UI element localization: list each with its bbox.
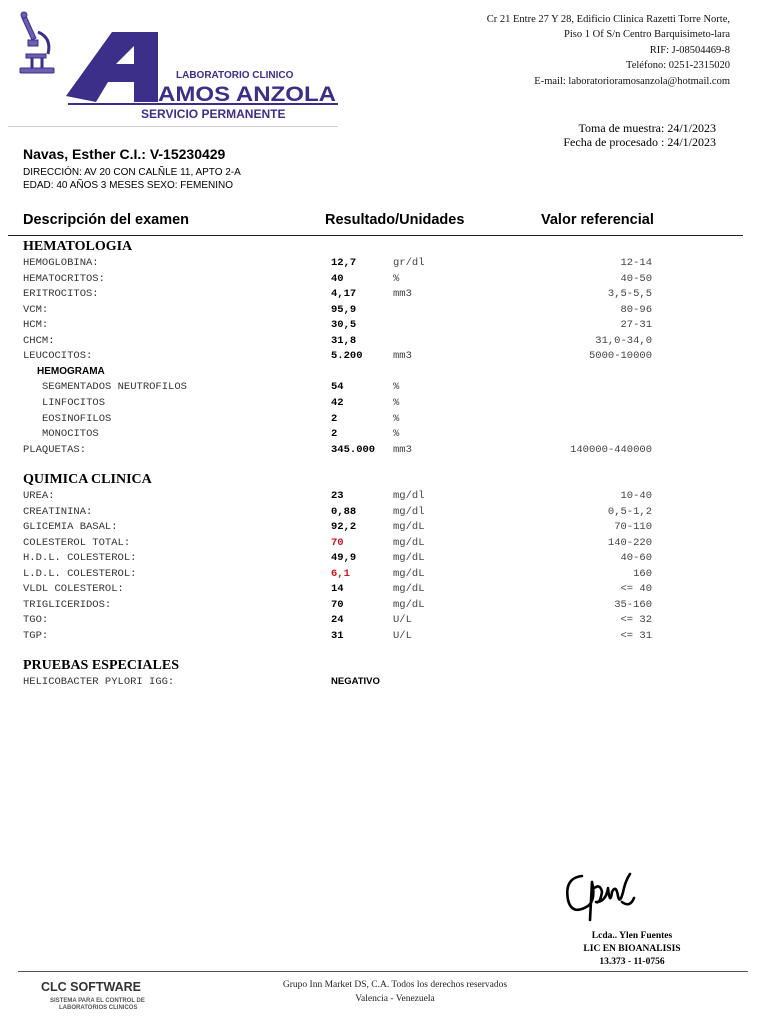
test-value: 2 [331,412,338,425]
test-name: EOSINOFILOS [42,412,112,425]
test-value: 70 [331,598,344,611]
test-value: 49,9 [331,552,357,565]
test-unit: mg/dl [393,490,425,502]
test-value: 54 [331,381,344,394]
test-name: GLICEMIA BASAL: [23,521,118,534]
result-row [0,490,768,506]
email: E-mail: laboratorioramosanzola@hotmail.com [534,75,730,87]
hemograma-title: HEMOGRAMA [37,365,105,377]
test-unit: mg/dL [393,552,425,565]
signer-name: Lcda.. Ylen Fuentes [591,931,673,941]
test-unit: mm3 [393,350,412,363]
test-value: 70 [331,536,344,549]
footer-software-name: CLC SOFTWARE [41,980,141,994]
patient-address: DIRECCIÓN: AV 20 CON CALÑLE 11, APTO 2-A [23,167,241,178]
test-value: 31,8 [331,334,357,347]
test-unit: mm3 [393,443,412,456]
test-value: 23 [331,490,344,502]
test-name: TGO: [23,614,49,627]
result-row [0,506,768,522]
test-reference: 140-220 [607,536,652,549]
test-name: CREATININA: [23,505,93,518]
result-row [0,583,768,599]
result-row [0,335,768,351]
result-row [0,630,768,646]
sample-date: Toma de muestra: 24/1/2023 [578,121,716,135]
rif: RIF: J-08504469-8 [649,44,730,56]
footer-divider [18,971,748,972]
test-reference: 12-14 [620,257,652,269]
lab-logo [8,10,343,128]
dates-block [563,121,716,149]
test-value: 92,2 [331,521,357,534]
test-reference: <= 40 [620,583,652,596]
test-reference: 140000-440000 [570,443,652,456]
footer-text [255,978,535,1006]
hemograma-row [0,397,768,413]
footer-software-sub1: SISTEMA PARA EL CONTROL DE [50,998,145,1004]
test-name: MONOCITOS [42,428,99,441]
address-line-2: Piso 1 Of S/n Centro Barquisimeto-lara [564,29,730,41]
patient-info: EDAD: 40 AÑOS 3 MESES SEXO: FEMENINO [23,180,234,191]
test-unit: mm3 [393,288,412,301]
result-row [0,552,768,568]
test-name: COLESTEROL TOTAL: [23,536,131,549]
test-reference: 40-60 [620,552,652,565]
test-value: 4,17 [331,288,357,301]
col-result: Resultado/Unidades [325,212,465,228]
test-unit: U/L [393,629,412,642]
test-reference: 80-96 [620,303,652,316]
footer-software-sub2: LABORATORIOS CLINICOS [59,1005,138,1011]
test-reference: <= 31 [620,629,652,642]
clc-software-logo [38,978,188,1014]
test-value: 42 [331,396,344,409]
test-reference: 27-31 [620,319,652,332]
test-name: LINFOCITOS [42,396,106,409]
test-value: 6,1 [331,567,350,580]
test-unit: % [393,396,400,409]
test-reference: 10-40 [620,490,652,502]
logo-name: AMOS ANZOLA [158,83,336,106]
section-especiales: PRUEBAS ESPECIALES [23,658,179,673]
section-quimica: QUIMICA CLINICA [23,472,152,487]
patient-name: Navas, Esther C.I.: V-15230429 [23,146,226,162]
test-name: H.D.L. COLESTEROL: [23,552,137,565]
result-row [0,257,768,273]
test-name: HEMATOCRITOS: [23,272,105,285]
test-reference: 160 [633,567,652,580]
test-name: CHCM: [23,334,55,347]
test-value: NEGATIVO [331,676,380,687]
test-name: L.D.L. COLESTEROL: [23,567,137,580]
test-reference: 0,5-1,2 [607,505,652,518]
especial-row [0,676,768,692]
test-value: 12,7 [331,257,357,269]
signer-block [560,930,704,969]
col-description: Descripción del examen [23,212,190,228]
test-reference: 3,5-5,5 [607,288,652,301]
hemograma-row [0,413,768,429]
test-value: 24 [331,614,344,627]
signer-id: 13.373 - 11-0756 [599,957,665,967]
header-divider [8,126,338,127]
test-name: HELICOBACTER PYLORI IGG: [23,676,175,688]
test-unit: % [393,381,400,394]
test-value: 0,88 [331,505,357,518]
result-row [0,599,768,615]
test-unit: U/L [393,614,412,627]
test-name: HEMOGLOBINA: [23,257,99,269]
result-row [0,319,768,335]
test-unit: mg/dL [393,598,425,611]
test-unit: mg/dL [393,536,425,549]
result-row [0,350,768,366]
logo-service: SERVICIO PERMANENTE [141,107,286,121]
test-name: TGP: [23,629,49,642]
test-name: HCM: [23,319,49,332]
phone: Teléfono: 0251-2315020 [626,60,730,72]
test-reference: 70-110 [614,521,652,534]
test-value: 345.000 [331,443,376,456]
result-row [0,304,768,320]
test-name: VCM: [23,303,49,316]
result-row [0,537,768,553]
result-row [0,273,768,289]
test-reference: 35-160 [614,598,652,611]
plaquetas-row [0,444,768,460]
signer-title: LIC EN BIOANALISIS [583,944,681,954]
result-row [0,568,768,584]
test-value: 40 [331,272,344,285]
test-unit: mg/dl [393,505,425,518]
col-reference: Valor referencial [541,212,654,228]
result-row [0,614,768,630]
processed-date: Fecha de procesado : 24/1/2023 [563,135,716,149]
test-unit: % [393,272,400,285]
test-name: TRIGLICERIDOS: [23,598,112,611]
signature-image [560,862,640,926]
test-value: 14 [331,583,344,596]
test-reference: <= 32 [620,614,652,627]
test-unit: mg/dL [393,521,425,534]
test-value: 30,5 [331,319,357,332]
test-unit: % [393,412,400,425]
section-hematologia: HEMATOLOGIA [23,239,133,254]
column-headers [23,212,743,234]
test-name: LEUCOCITOS: [23,350,93,363]
test-unit: % [393,428,400,441]
address-line-1: Cr 21 Entre 27 Y 28, Edificio Clinica Razetti Torre Norte, [486,14,730,25]
test-value: 5.200 [331,350,363,363]
test-reference: 40-50 [620,272,652,285]
test-name: VLDL COLESTEROL: [23,583,124,596]
test-name: PLAQUETAS: [23,443,87,456]
test-name: ERITROCITOS: [23,288,99,301]
result-row [0,521,768,537]
hemograma-group [0,366,768,382]
test-reference: 5000-10000 [588,350,652,363]
test-name: UREA: [23,490,55,502]
logo-subtitle: LABORATORIO CLINICO [176,70,294,81]
test-value: 95,9 [331,303,357,316]
hemograma-row [0,428,768,444]
lab-address-block [487,12,730,89]
test-name: SEGMENTADOS NEUTROFILOS [42,381,187,394]
logo-letter-a [66,32,158,102]
result-row [0,288,768,304]
hemograma-row [0,381,768,397]
test-value: 2 [331,428,338,441]
test-value: 31 [331,629,344,642]
footer-rights: Grupo Inn Market DS, C.A. Todos los derechos reservados [282,980,508,990]
footer-location: Valencia - Venezuela [355,994,435,1004]
test-unit: mg/dL [393,567,425,580]
test-reference: 31,0-34,0 [595,334,652,347]
microscope-icon [20,12,54,73]
test-unit: gr/dl [393,257,425,269]
test-unit: mg/dL [393,583,425,596]
column-divider [8,235,743,236]
